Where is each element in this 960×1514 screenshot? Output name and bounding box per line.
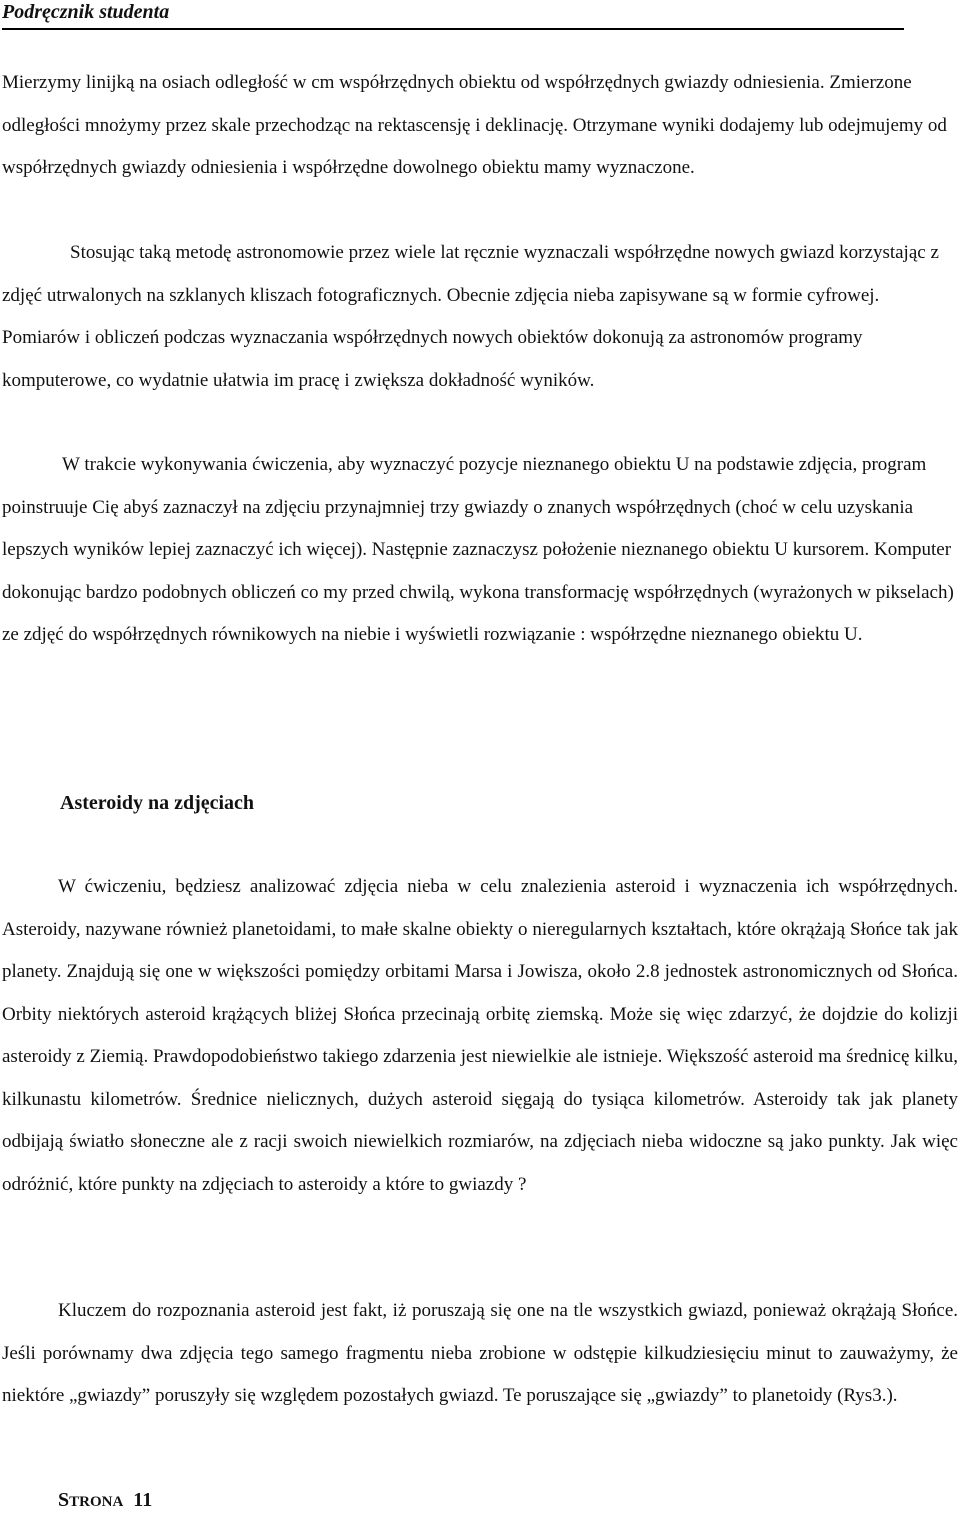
paragraph-exercise-instructions: W trakcie wykonywania ćwiczenia, aby wyznaczyć pozycje nieznanego obiektu U na podstawie zdjęcia, program poinstruuje Cię abyś zaznaczył na zdjęciu przynajmniej trzy gwiazdy o znanych współrzędnych (choć w celu uzyskania lepszych wyników lepiej zaznaczyć ich więcej). Następnie zaznaczysz położenie nieznanego obiektu U kursorem. Komputer dokonując bardzo podobnych obliczeń co my przed chwilą, wykona transformację współrzędnych (wyrażonych w pikselach) ze zdjęć do współrzędnych równikowych na niebie i wyświetli rozwiązanie : współrzędne nieznanego obiektu U. (2, 454, 954, 645)
page-footer (58, 1488, 152, 1514)
footer-label-rest: TRONA (69, 1494, 124, 1510)
header-title: Podręcznik studenta (2, 1, 170, 23)
paragraph-method-history: Stosując taką metodę astronomowie przez wiele lat ręcznie wyznaczali współrzędne nowych gwiazd korzystając z zdjęć utrwalonych na szklanych kliszach fotograficznych. Obecnie zdjęcia nieba zapisywane są w formie cyfrowej. Pomiarów i obliczeń podczas wyznaczania współrzędnych nowych obiektów dokonują za astronomów programy komputerowe, co wydatnie ułatwia im pracę i zwiększa dokładność wyników. (2, 242, 939, 391)
paragraph-asteroid-detection: Kluczem do rozpoznania asteroid jest fakt, iż poruszają się one na tle wszystkich gwiazd, ponieważ okrążają Słońce. Jeśli porównamy dwa zdjęcia tego samego fragmentu nieba zrobione w odstępie kilkudziesięciu minut to zauważymy, że niektóre „gwiazdy” poruszyły się względem pozostałych gwiazd. Te poruszające się „gwiazdy” to planetoidy (Rys3.). (2, 1300, 958, 1406)
section-title: Asteroidy na zdjęciach (60, 792, 255, 814)
footer-label-initial: S (58, 1489, 70, 1511)
page-header (2, 0, 904, 30)
paragraph-asteroids-intro: W ćwiczeniu, będziesz analizować zdjęcia nieba w celu znalezienia asteroid i wyznaczenia ich współrzędnych. Asteroidy, nazywane również planetoidami, to małe skalne obiekty o nieregularnych kształtach, które okrążają Słońce tak jak planety. Znajdują się one w większości pomiędzy orbitami Marsa i Jowisza, około 2.8 jednostek astronomicznych od Słońca. Orbity niektórych asteroid krążących bliżej Słońca przecinają orbitę ziemską. Może się więc zdarzyć, że dojdzie do kolizji asteroidy z Ziemią. Prawdopodobieństwo takiego zdarzenia jest niewielkie ale istnieje. Większość asteroid ma średnicę kilku, kilkunastu kilometrów. Średnice nielicznych, dużych asteroid sięgają do tysiąca kilometrów. Asteroidy tak jak planety odbijają światło słoneczne ale z racji swoich niewielkich rozmiarów, na zdjęciach nieba widoczne są jako punkty. Jak więc odróżnić, które punkty na zdjęciach to asteroidy a które to gwiazdy ? (2, 876, 958, 1195)
page-number: 11 (133, 1489, 153, 1511)
paragraph-measurement: Mierzymy linijką na osiach odległość w cm współrzędnych obiektu od współrzędnych gwiazdy odniesienia. Zmierzone odległości mnożymy przez skale przechodząc na rektascensję i deklinację. Otrzymane wyniki dodajemy lub odejmujemy od współrzędnych gwiazdy odniesienia i współrzędne dowolnego obiektu mamy wyznaczone. (2, 72, 947, 178)
